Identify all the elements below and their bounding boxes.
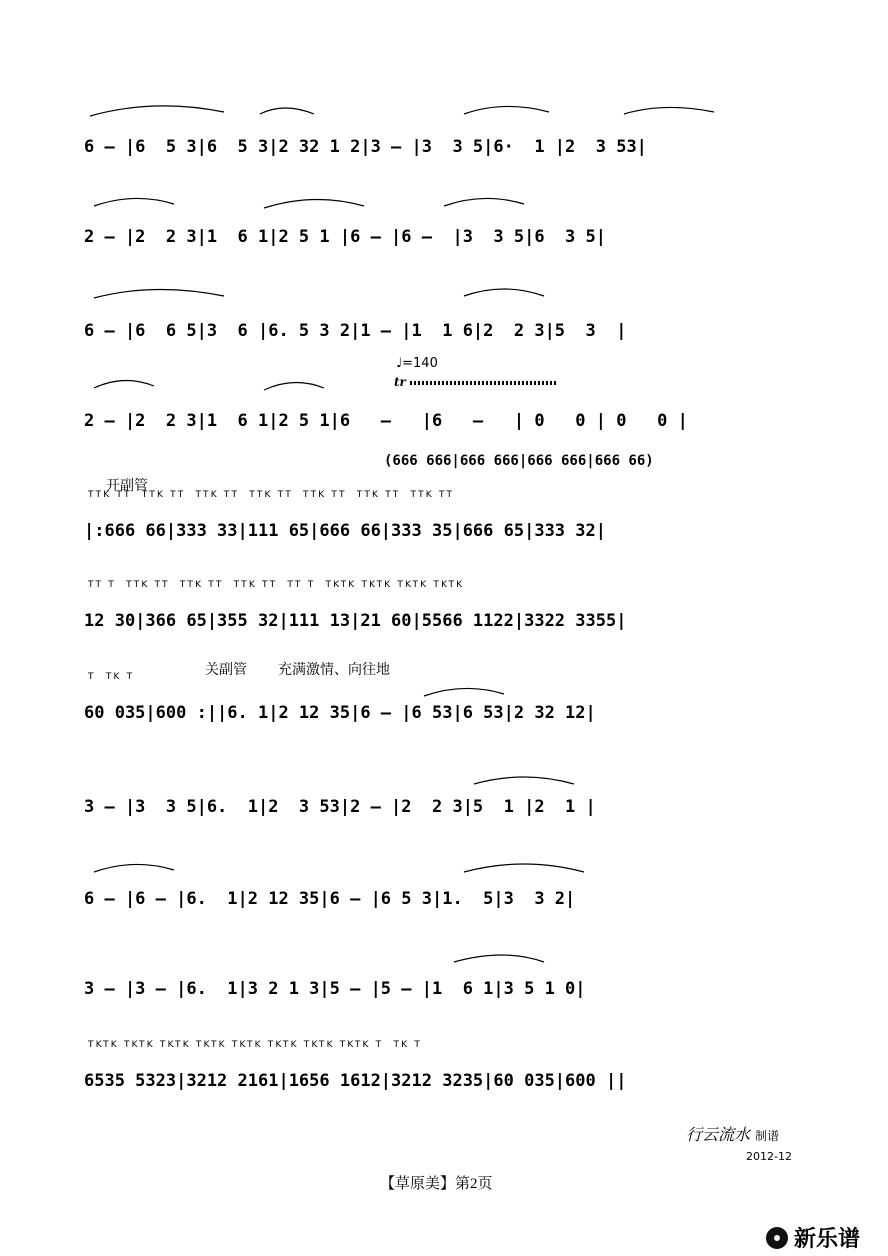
score-row-4 — [84, 394, 796, 454]
accompaniment-line: (666 666|666 666|666 666|666 66) — [384, 453, 654, 469]
score-row-11 — [84, 962, 796, 1022]
score-row-3 — [84, 304, 796, 364]
notes-row-6: |:666 66|333 33|111 65|666 66|333 35|666 65|333 32| — [84, 521, 606, 541]
trill-marking: tr — [394, 375, 406, 389]
site-logo-text: 新乐谱 — [794, 1227, 861, 1252]
close-sub-pipe-label: 关副管 — [205, 663, 247, 678]
arranger-name: 行云流水 — [686, 1125, 751, 1144]
record-disc-icon — [766, 1227, 788, 1249]
tempo-marking: ♩=140 — [396, 356, 438, 371]
notes-row-12: 6535 5323|3212 2161|1656 1612|3212 3235|60 035|600 || — [84, 1071, 627, 1091]
open-sub-pipe-label: 开副管 — [106, 479, 148, 494]
tonguing-row-12: TKTK TKTK TKTK TKTK TKTK TKTK TKTK TKTK T TK T — [88, 1040, 423, 1050]
score-row-12 — [84, 1040, 796, 1114]
notes-row-11: 3 – |3 – |6. 1|3 2 1 3|5 – |5 – |1 6 1|3 5 1 0| — [84, 979, 586, 999]
arranger-suffix: 制谱 — [755, 1129, 780, 1143]
page-footer: 【草原美】第2页 — [380, 1176, 493, 1192]
notes-row-3: 6 – |6 6 5|3 6 |6. 5 3 2|1 – |1 1 6|2 2 3|5 3 | — [84, 321, 627, 341]
notes-row-4: 2 – |2 2 3|1 6 1|2 5 1|6 – |6 – | 0 0 | 0 0 | — [84, 411, 688, 431]
score-row-6 — [84, 490, 796, 564]
arrangement-date: 2012-12 — [746, 1150, 792, 1163]
site-logo — [766, 1222, 860, 1253]
notes-row-9: 3 – |3 3 5|6. 1|2 3 53|2 – |2 2 3|5 1 |2 1 | — [84, 797, 596, 817]
expression-label: 充满激情、向往地 — [278, 663, 390, 678]
score-row-2 — [84, 210, 796, 270]
score-row-7 — [84, 580, 796, 654]
notes-row-1: 6 – |6 5 3|6 5 3|2 32 1 2|3 – |3 3 5|6· 1 |2 3 53| — [84, 137, 647, 157]
score-row-10 — [84, 872, 796, 932]
score-row-1 — [84, 120, 796, 180]
notes-row-10: 6 – |6 – |6. 1|2 12 35|6 – |6 5 3|1. 5|3 3 2| — [84, 889, 576, 909]
tonguing-row-6: TTK TT TTK TT TTK TT TTK TT TTK TT TTK TT TTK TT — [88, 490, 455, 500]
tonguing-row-7: TT T TTK TT TTK TT TTK TT TT T TKTK TKTK TKTK TKTK — [88, 580, 465, 590]
tonguing-row-8: T TK T — [88, 672, 135, 682]
notes-row-8: 60 035|600 :||6. 1|2 12 35|6 – |6 53|6 53|2 32 12| — [84, 703, 596, 723]
notes-row-7: 12 30|366 65|355 32|111 13|21 60|5566 1122|3322 3355| — [84, 611, 627, 631]
score-row-9 — [84, 780, 796, 840]
score-row-8 — [84, 672, 796, 746]
trill-wavy-line — [410, 381, 556, 385]
arranger-credit — [686, 1122, 779, 1145]
notes-row-2: 2 – |2 2 3|1 6 1|2 5 1 |6 – |6 – |3 3 5|6 3 5| — [84, 227, 606, 247]
